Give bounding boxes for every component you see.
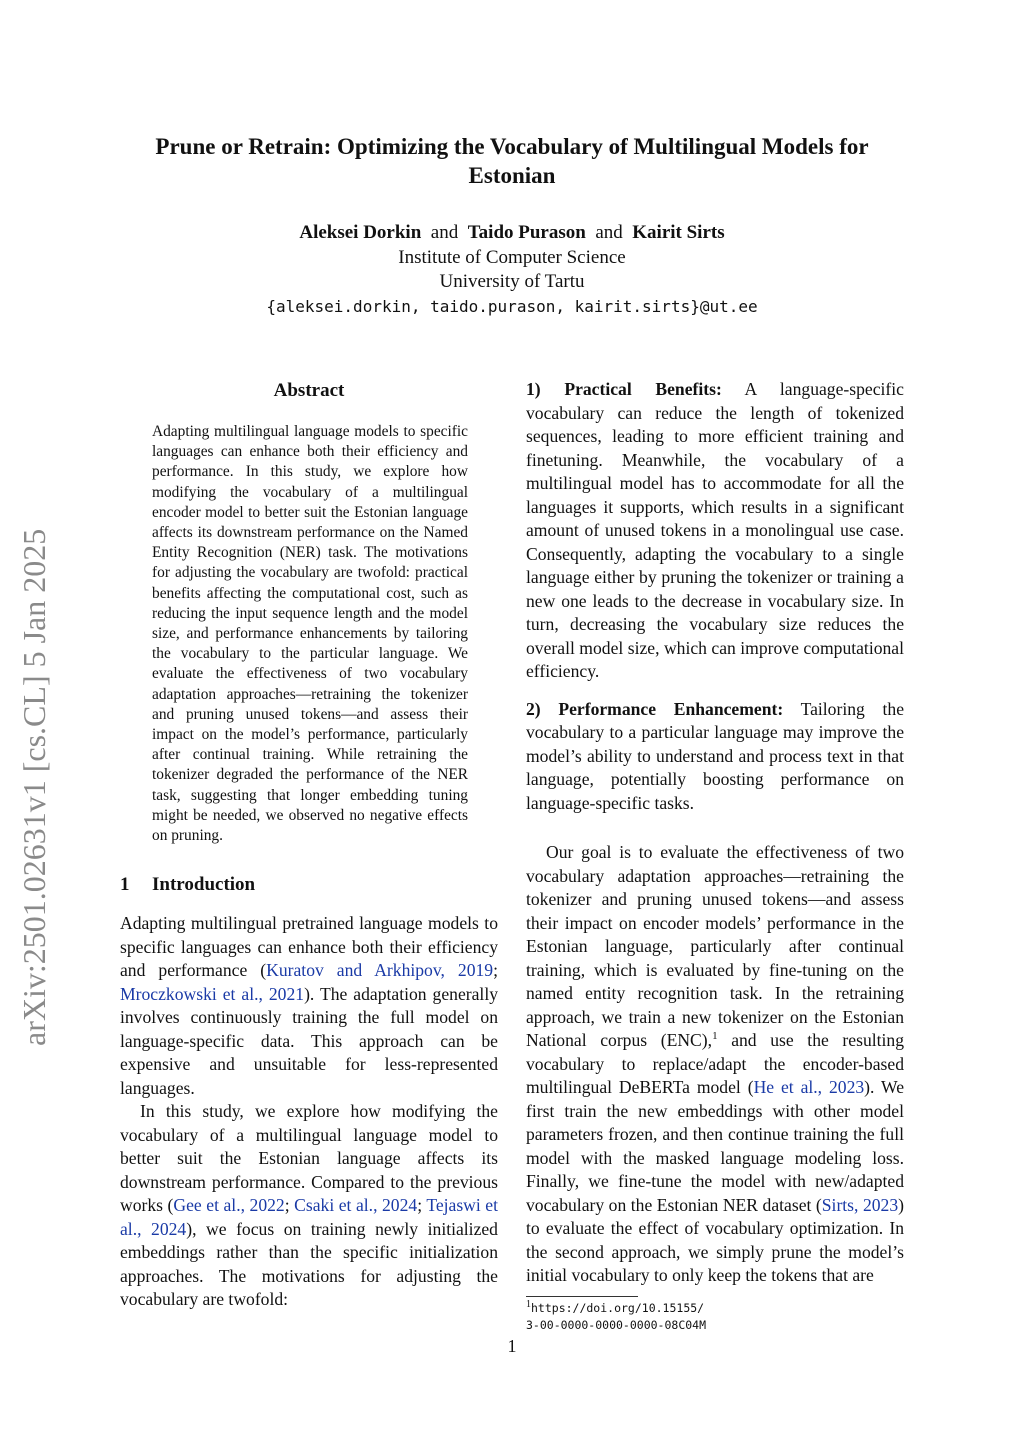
left-column xyxy=(120,378,498,1312)
paragraph-text: and use the resulting vocabulary to replace/adapt the encoder-based multilingual DeBERTa model ( xyxy=(526,1030,905,1097)
title-line-2: Estonian xyxy=(468,163,556,188)
practical-benefits-label: 1) Practical Benefits: xyxy=(526,379,722,399)
right-column xyxy=(526,378,904,1288)
citation-link[interactable]: Csaki et al., 2024 xyxy=(294,1195,418,1216)
footnote-mark[interactable]: 1 xyxy=(712,1030,718,1043)
footnote-divider xyxy=(526,1296,638,1297)
author-separator: and xyxy=(430,222,459,243)
section-number: 1 xyxy=(120,874,130,896)
section-title: Introduction xyxy=(152,874,256,896)
abstract-body: Adapting multilingual language models to specific languages can enhance both their efficiency and performance. In this study, we explore how modifying the vocabulary of a multilingual encoder model to better suit the Estonian language affects its downstream performance on the Named Entity Recognition (NER) task. The motivations for adjusting the vocabulary are twofold: practical benefits affecting the computational cost, such as reducing the input sequence length and the model size, and performance enhancements by tailoring the vocabulary to the particular language. We evaluate the effectiveness of two vocabulary adaptation approaches—retraining the tokenizer and pruning unused tokens—and assess their impact on the model’s performance, particularly after continual training. While retraining the tokenizer degraded the performance of the NER task, suggesting that longer embedding tuning might be needed, we observed no negative effects on pruning. xyxy=(152,423,468,845)
performance-enhancement-paragraph xyxy=(526,698,904,816)
paragraph-text: ; xyxy=(417,1195,427,1216)
intro-paragraph-2 xyxy=(120,1100,498,1312)
paragraph-text: Adapting multilingual pretrained language models to specific languages can enhance both their efficiency and performance ( xyxy=(120,913,498,981)
author-name: Taido Purason xyxy=(467,222,586,243)
footnote-url-line-1[interactable]: https://doi.org/10.15155/ xyxy=(531,1301,705,1315)
paragraph-text: ; xyxy=(284,1195,295,1216)
university: University of Tartu xyxy=(439,271,585,292)
citation-link[interactable]: Sirts, 2023 xyxy=(821,1194,899,1215)
institute: Institute of Computer Science xyxy=(398,247,626,268)
practical-benefits-paragraph xyxy=(526,378,904,684)
citation-link[interactable]: Kuratov and Arkhipov, 2019 xyxy=(266,960,494,981)
paragraph-text: ; xyxy=(493,960,498,981)
paragraph-text: Tailoring the vocabulary to a particular language may improve the model’s ability to understand and process text in that language, potentially boosting performance on language-specific tasks. xyxy=(526,698,905,813)
author-list xyxy=(112,221,912,245)
footnote-number: 1 xyxy=(526,1299,531,1311)
author-name: Kairit Sirts xyxy=(632,222,725,243)
citation-link[interactable]: Gee et al., 2022 xyxy=(173,1195,285,1216)
paragraph-text: ). We first train the new embeddings with other model parameters frozen, and then continue training the full model with the masked language modeling loss. Finally, we fine-tune the model with new/adapted vocabulary on the Estonian NER dataset ( xyxy=(526,1077,905,1215)
performance-enhancement-label: 2) Performance Enhancement: xyxy=(526,698,784,719)
arxiv-stamp: arXiv:2501.02631v1 [cs.CL] 5 Jan 2025 xyxy=(16,528,52,1046)
footnote xyxy=(526,1300,904,1334)
paper-title xyxy=(112,132,912,190)
citation-link[interactable]: Tejaswi et al., 2024 xyxy=(120,1195,499,1239)
citation-link[interactable]: Mroczkowski et al., 2021 xyxy=(120,983,305,1004)
citation-link[interactable]: He et al., 2023 xyxy=(753,1077,865,1097)
author-separator: and xyxy=(595,222,623,243)
paragraph-text: ) to evaluate the effect of vocabulary optimization. In the second approach, we simply prune the model’s initial vocabulary to only keep the tokens that are xyxy=(526,1194,904,1285)
author-emails: {aleksei.dorkin, taido.purason, kairit.sirts}@ut.ee xyxy=(266,297,758,316)
paragraph-text: ). The adaptation generally involves continuously training the full model on language-specific data. This approach can be expensive and unsuitable for less-represented languages. xyxy=(120,983,499,1098)
paragraph-text: In this study, we explore how modifying the vocabulary of a multilingual language model to better suit the Estonian language affects its downstream performance. Compared to the previous works ( xyxy=(120,1101,498,1216)
paragraph-text: ), we focus on training newly initialized embeddings rather than the specific initialization approaches. The motivations for adjusting the vocabulary are twofold: xyxy=(120,1218,498,1310)
section-heading-introduction xyxy=(120,872,498,898)
goal-paragraph xyxy=(526,841,904,1288)
page-number: 1 xyxy=(507,1336,517,1356)
paragraph-text: A language-specific vocabulary can reduce the length of tokenized sequences, leading to more efficient training and finetuning. Meanwhile, the vocabulary of a multilingual model has to accommodate for all the languages it supports, which results in a significant amount of unused tokens in a monolingual use case. Consequently, adapting the vocabulary to a single language either by pruning the tokenizer or training a new one leads to the decrease in vocabulary size. In turn, decreasing the vocabulary size reduces the overall model size, which can improve computational efficiency. xyxy=(526,379,904,681)
affiliation xyxy=(112,246,912,294)
author-name: Aleksei Dorkin xyxy=(299,222,422,243)
abstract-heading: Abstract xyxy=(273,380,345,401)
title-line-1: Prune or Retrain: Optimizing the Vocabulary of Multilingual Models for xyxy=(155,134,869,159)
footnote-url-line-2[interactable]: 3-00-0000-0000-0000-08C04M xyxy=(526,1318,707,1332)
paragraph-text: Our goal is to evaluate the effectiveness of two vocabulary adaptation approaches—retraining the tokenizer and pruning unused tokens—and assess their impact on encoder models’ performance in the Estonian language, particularly after continual training, which is evaluated by fine-tuning on the named entity recognition task. In the retraining approach, we train a new tokenizer on the Estonian National corpus (ENC), xyxy=(526,842,904,1050)
intro-paragraph-1 xyxy=(120,912,498,1100)
